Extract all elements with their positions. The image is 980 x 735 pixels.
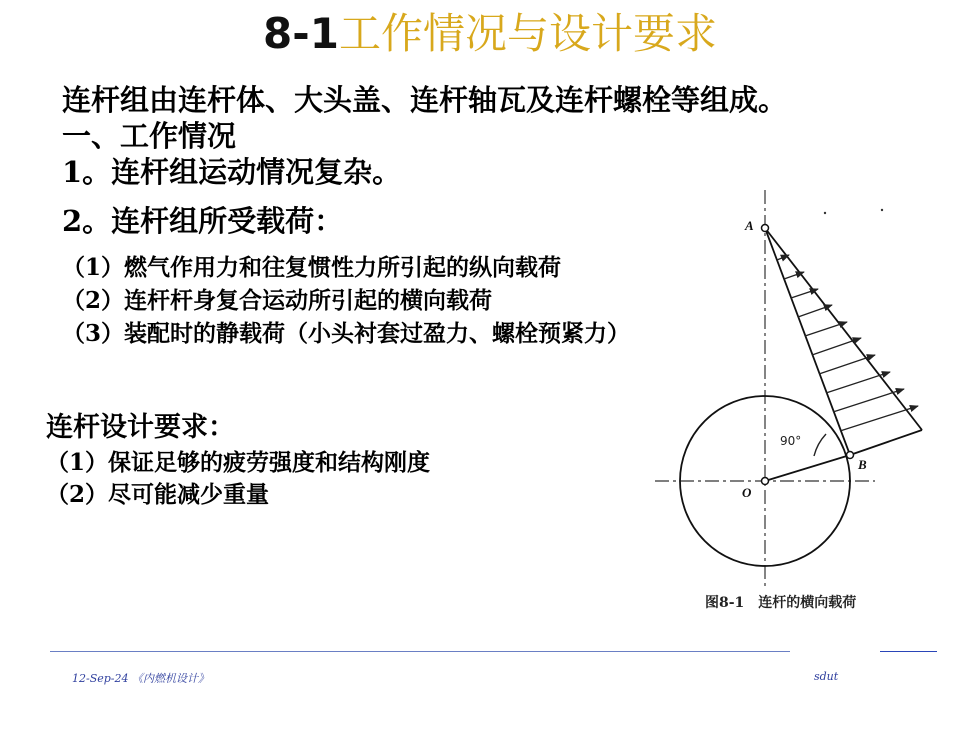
section1-item-2: 2。连杆组所受载荷： <box>62 204 344 238</box>
page-title <box>0 6 980 62</box>
point-b <box>847 452 854 459</box>
load-item-2: （2）连杆杆身复合运动所引起的横向载荷 <box>62 287 493 314</box>
section1-heading: 一、工作情况 <box>62 119 237 153</box>
load-base-line <box>850 430 922 455</box>
section1-item-1: 1。连杆组运动情况复杂。 <box>62 155 402 189</box>
label-o: O <box>742 485 752 500</box>
requirement-item-2: （2）尽可能减少重量 <box>46 481 270 508</box>
section2-heading: 连杆设计要求： <box>46 412 235 443</box>
point-a <box>762 225 769 232</box>
footer-left <box>72 670 209 686</box>
label-a: A <box>745 218 754 233</box>
figure-caption: 图8-1 连杆的横向载荷 <box>705 595 857 611</box>
load-item-1: （1）燃气作用力和往复惯性力所引起的纵向载荷 <box>62 254 562 281</box>
connecting-rod-line <box>765 228 850 455</box>
right-angle-arc <box>814 434 826 456</box>
intro-text: 连杆组由连杆体、大头盖、连杆轴瓦及连杆螺栓等组成。 <box>62 83 788 117</box>
point-o <box>762 478 769 485</box>
transverse-load-figure <box>630 185 950 625</box>
title-text: 工作情况与设计要求 <box>338 9 717 58</box>
footer-date: 12-Sep-24 <box>72 672 129 685</box>
load-arrows <box>777 255 918 431</box>
requirement-item-1: （1）保证足够的疲劳强度和结构刚度 <box>46 449 431 476</box>
title-number: 8-1 <box>263 9 339 58</box>
label-b: B <box>858 457 867 472</box>
footer-org: sdut <box>814 670 839 683</box>
footer-course: 《内燃机设计》 <box>132 672 210 685</box>
footer-divider <box>50 651 790 652</box>
footer-divider-right <box>880 651 937 652</box>
angle-label: 90° <box>780 434 802 448</box>
load-item-3: （3）装配时的静载荷（小头衬套过盈力、螺栓预紧力） <box>62 320 631 347</box>
